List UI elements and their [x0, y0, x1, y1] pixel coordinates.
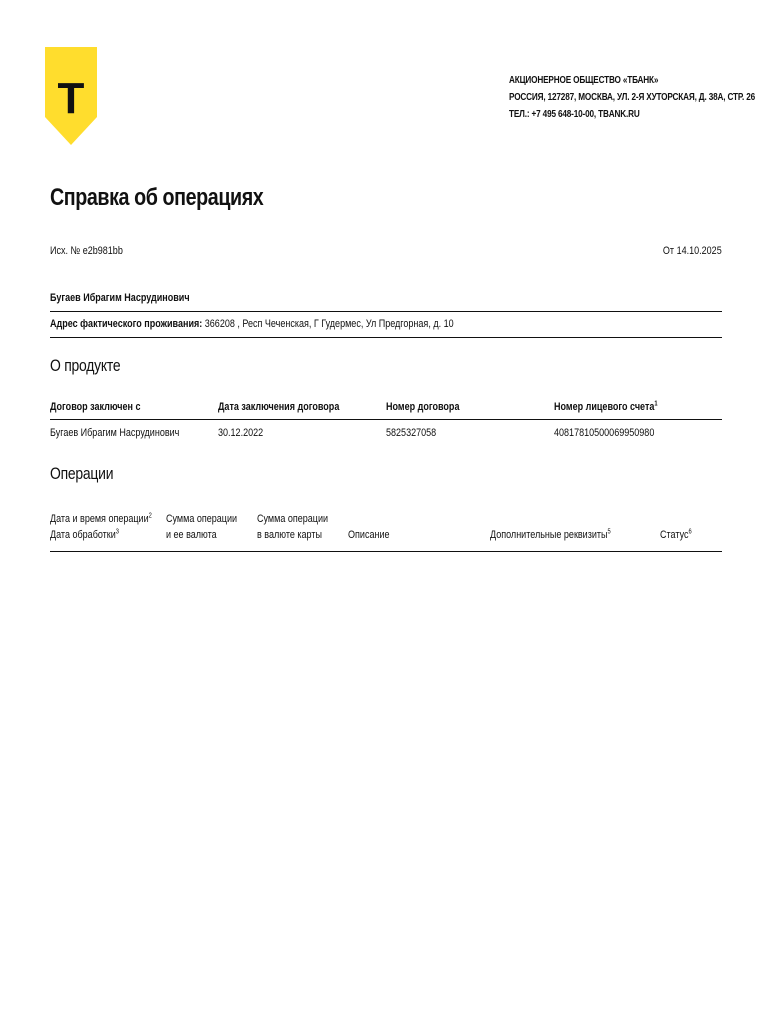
ops-header-status: Статус$^6$ [660, 528, 692, 541]
client-address [50, 318, 542, 330]
product-header-contract-number: Номер договора [386, 401, 460, 413]
address-value: 366208 , Респ Чеченская, Г Гудермес, Ул Предгорная, д. 10 [202, 318, 454, 330]
logo-letter: T [57, 74, 85, 123]
company-address: РОССИЯ, 127287, МОСКВА, УЛ. 2-Я ХУТОРСКАЯ, Д. 38А, СТР. 26 [509, 92, 755, 103]
product-cell-account-number: 40817810500069950980 [554, 427, 655, 439]
divider [50, 311, 722, 312]
operations-heading: Операции [50, 464, 114, 483]
company-info [509, 72, 768, 123]
product-header-account-number: Номер лицевого счета$^1$ [554, 400, 658, 413]
product-heading: О продукте [50, 356, 121, 375]
document-date: От 14.10.2025 [663, 245, 722, 257]
product-cell-contract-date: 30.12.2022 [218, 427, 264, 439]
ops-header-datetime: Дата и время операции$^2$ Дата обработки$^3$ [50, 512, 152, 541]
product-cell-contract-with: Бугаев Ибрагим Насрудинович [50, 427, 180, 439]
company-name: АКЦИОНЕРНОЕ ОБЩЕСТВО «ТБАНК» [509, 75, 659, 86]
page-title: Справка об операциях [50, 184, 264, 211]
divider [50, 419, 722, 420]
address-label: Адрес фактического проживания: [50, 318, 203, 330]
ops-header-amount: Сумма операции и ее валюта [166, 513, 238, 541]
product-header-contract-with: Договор заключен с [50, 401, 141, 413]
client-name: Бугаев Ибрагим Насрудинович [50, 292, 190, 304]
product-cell-contract-number: 5825327058 [386, 427, 437, 439]
ops-header-card-amount: Сумма операции в валюте карты [257, 513, 329, 541]
document-ref: Исх. № e2b981bb [50, 245, 123, 257]
ops-header-extra-details: Дополнительные реквизиты$^5$ [490, 528, 611, 541]
company-contacts: ТЕЛ.: +7 495 648-10-00, TBANK.RU [509, 109, 640, 120]
product-header-contract-date: Дата заключения договора [218, 401, 340, 413]
divider [50, 551, 722, 552]
tbank-logo [45, 47, 97, 145]
ops-header-description: Описание [348, 529, 390, 541]
divider [50, 337, 722, 338]
